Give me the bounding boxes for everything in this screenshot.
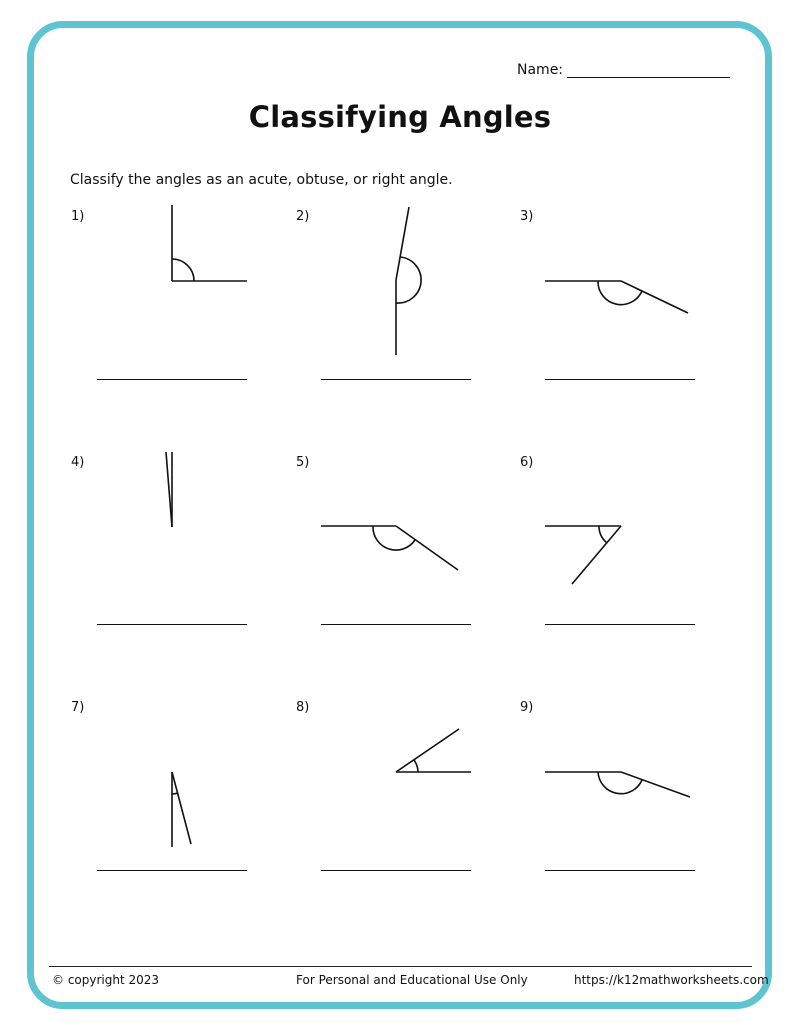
footer-usage-note: For Personal and Educational Use Only [296,973,528,987]
angle-figure-6 [545,526,621,584]
problem-number-1: 1) [71,209,85,224]
problem-number-7: 7) [71,700,85,715]
problem-number-6: 6) [520,455,534,470]
angle-figure-7 [172,772,191,847]
angle-figure-2 [396,207,421,355]
answer-line-5[interactable] [321,624,471,625]
angle-figure-1 [172,205,247,281]
answer-line-9[interactable] [545,870,695,871]
problem-number-8: 8) [296,700,310,715]
problem-number-9: 9) [520,700,534,715]
instructions: Classify the angles as an acute, obtuse, or right angle. [70,172,453,188]
name-label: Name: [517,62,564,78]
answer-line-6[interactable] [545,624,695,625]
angle-figure-8 [396,729,471,772]
answer-line-4[interactable] [97,624,247,625]
answer-line-2[interactable] [321,379,471,380]
angle-figure-9 [545,772,690,797]
footer-url[interactable]: https://k12mathworksheets.com [574,973,769,987]
angle-figure-5 [321,526,458,570]
answer-line-3[interactable] [545,379,695,380]
problem-number-4: 4) [71,455,85,470]
footer-divider [49,966,752,967]
angle-figure-3 [545,281,688,313]
problem-number-5: 5) [296,455,310,470]
problem-number-3: 3) [520,209,534,224]
footer-copyright: © copyright 2023 [52,973,160,987]
answer-line-8[interactable] [321,870,471,871]
angle-figure-4 [166,452,172,527]
page-title: Classifying Angles [248,100,552,134]
answer-line-1[interactable] [97,379,247,380]
answer-line-7[interactable] [97,870,247,871]
problem-number-2: 2) [296,209,310,224]
